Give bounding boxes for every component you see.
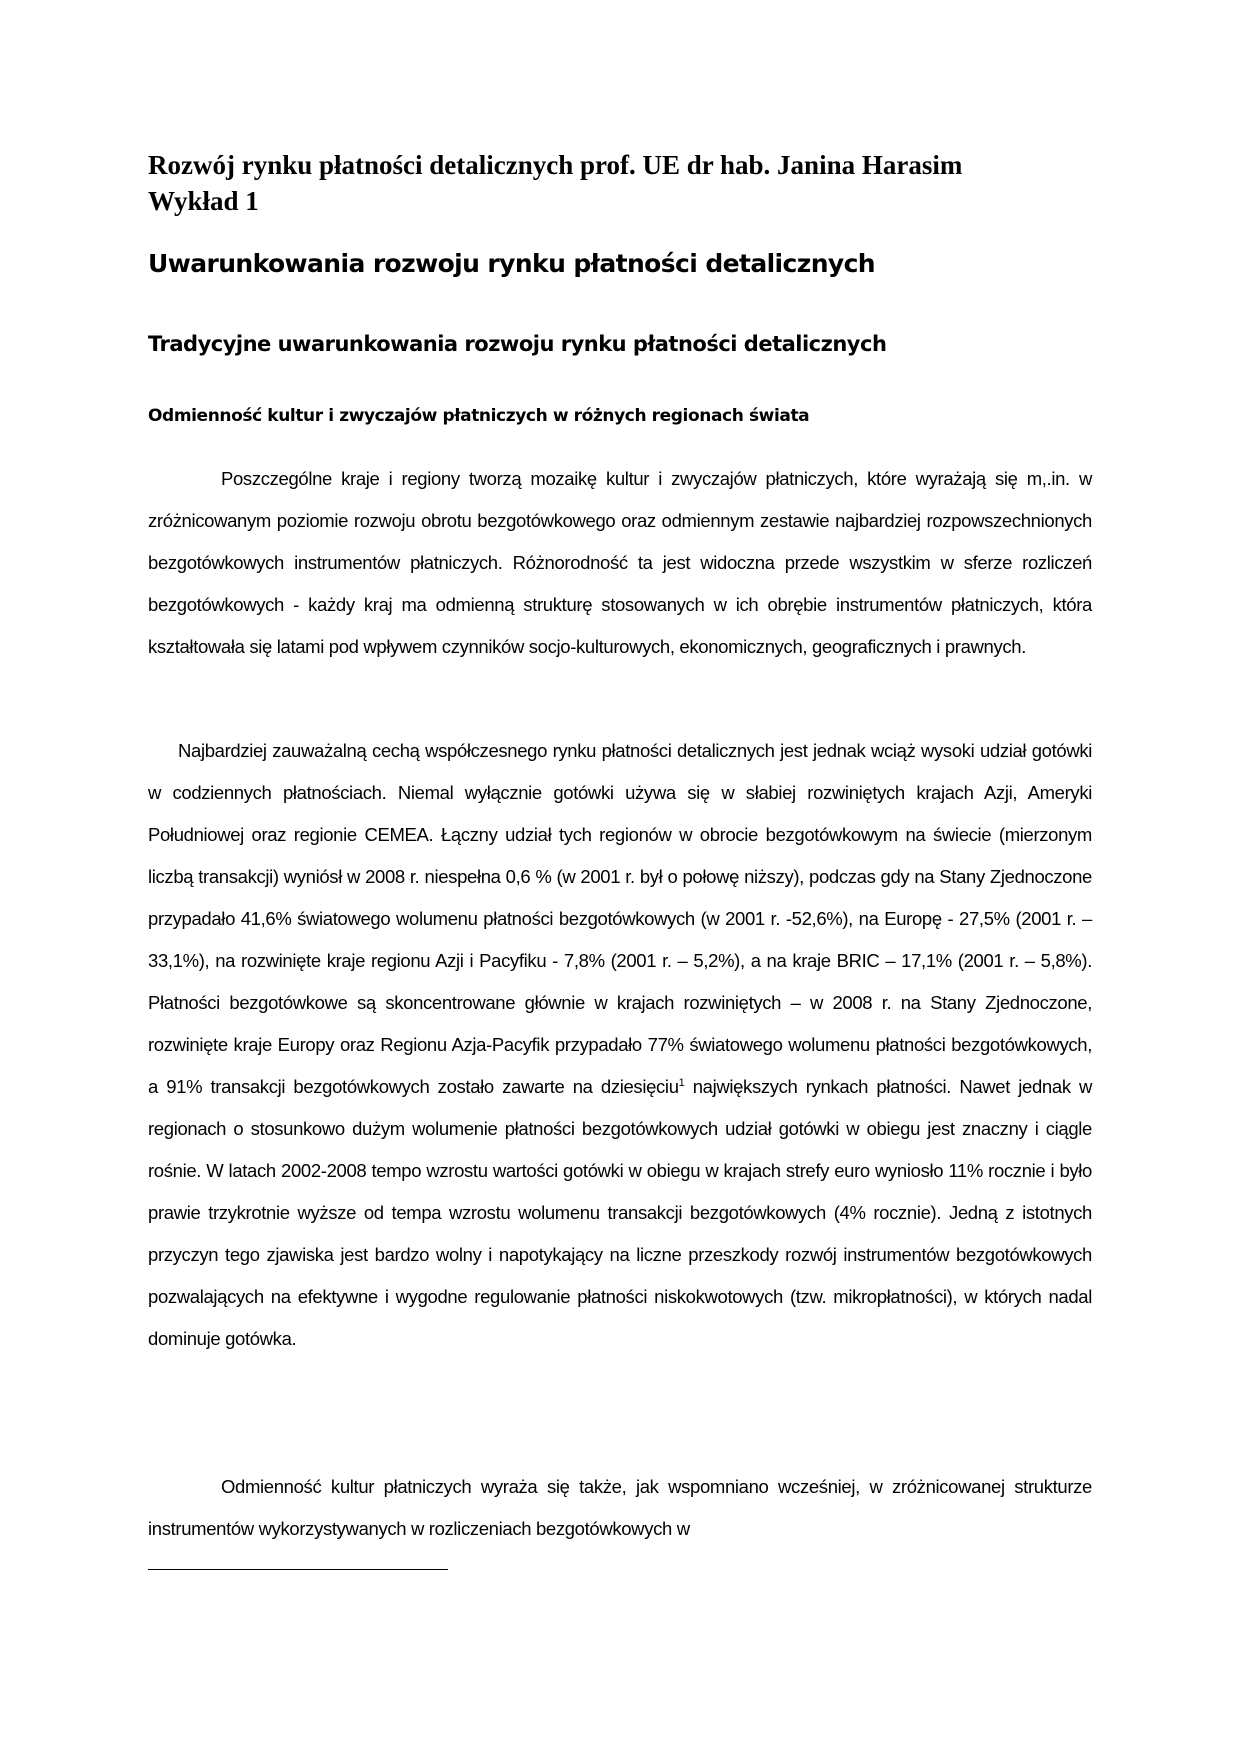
footnote-separator <box>148 1569 448 1570</box>
paragraph-2 <box>148 730 1092 1360</box>
paragraph-1: Poszczególne kraje i regiony tworzą mozaikę kultur i zwyczajów płatniczych, które wyrażają się m,.in. w zróżnicowanym poziomie rozwoju obrotu bezgotówkowego oraz odmiennym zestawie najbardziej rozpowszechnionych bezgotówkowych instrumentów płatniczych. Różnorodność ta jest widoczna przede wszystkim w sferze rozliczeń bezgotówkowych - każdy kraj ma odmienną strukturę stosowanych w ich obrębie instrumentów płatniczych, która kształtowała się latami pod wpływem czynników socjo-kulturowych, ekonomicznych, geograficznych i prawnych. <box>148 468 1092 657</box>
footnote-reference[interactable]: 1 <box>678 1076 685 1089</box>
paragraph-2-text-part-1: Najbardziej zauważalną cechą współczesnego rynku płatności detalicznych jest jednak wciąż wysoki udział gotówki w codziennych płatnościach. Niemal wyłącznie gotówki używa się w słabiej rozwiniętych krajach Azji, Ameryki Południowej oraz regionie CEMEA. Łączny udział tych regionów w obrocie bezgotówkowym na świecie (mierzonym liczbą transakcji) wyniósł w 2008 r. niespełna 0,6 % (w 2001 r. był o połowę niższy), podczas gdy na Stany Zjednoczone przypadało 41,6% światowego wolumenu płatności bezgotówkowych (w 2001 r. -52,6%), na Europę - 27,5% (2001 r. – 33,1%), na rozwinięte kraje regionu Azji i Pacyfiku - 7,8% (2001 r. – 5,2%), a na kraje BRIC – 17,1% (2001 r. – 5,8%). Płatności bezgotówkowe są skoncentrowane głównie w krajach rozwiniętych – w 2008 r. na Stany Zjednoczone, rozwinięte kraje Europy oraz Regionu Azja-Pacyfik przypadało 77% światowego wolumenu płatności bezgotówkowych, a 91% transakcji bezgotówkowych zostało zawarte na dziesięciu <box>148 740 1092 1097</box>
paragraph-2-text-part-2: największych rynkach płatności. Nawet jednak w regionach o stosunkowo dużym wolumenie płatności bezgotówkowych udział gotówki w obiegu jest znaczny i ciągle rośnie. W latach 2002-2008 tempo wzrostu wartości gotówki w obiegu w krajach strefy euro wyniosło 11% rocznie i było prawie trzykrotnie wyższe od tempa wzrostu wolumenu transakcji bezgotówkowych (4% rocznie). Jedną z istotnych przyczyn tego zjawiska jest bardzo wolny i napotykający na liczne przeszkody rozwój instrumentów bezgotówkowych pozwalających na efektywne i wygodne regulowanie płatności niskokwotowych (tzw. mikropłatności), w których nadal dominuje gotówka. <box>148 1076 1093 1349</box>
subsubsection-heading: Odmienność kultur i zwyczajów płatniczych w różnych regionach świata <box>148 406 810 426</box>
section-heading: Uwarunkowania rozwoju rynku płatności detalicznych <box>148 249 876 278</box>
subsection-heading: Tradycyjne uwarunkowania rozwoju rynku płatności detalicznych <box>148 332 887 356</box>
title-line-1: Rozwój rynku płatności detalicznych prof. UE dr hab. Janina Harasim <box>148 150 963 180</box>
document-title <box>148 147 1092 219</box>
paragraph-3: Odmienność kultur płatniczych wyraża się także, jak wspomniano wcześniej, w zróżnicowanej strukturze instrumentów wykorzystywanych w rozliczeniach bezgotówkowych w <box>148 1476 1092 1539</box>
title-line-2: Wykład 1 <box>148 186 259 216</box>
document-page <box>148 0 1092 1754</box>
